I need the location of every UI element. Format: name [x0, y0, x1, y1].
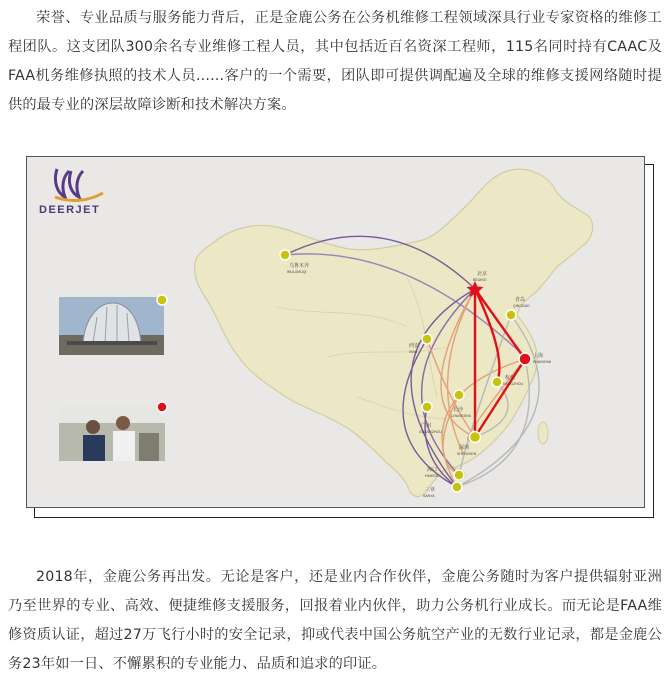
svg-text:海口: 海口: [427, 467, 438, 473]
svg-text:上海: 上海: [533, 353, 544, 359]
svg-text:HANGZHOU: HANGZHOU: [503, 382, 524, 386]
closing-text: 2018年，金鹿公务再出发。无论是客户，还是业内合作伙伴，金鹿公务随时为客户提供辐射亚洲乃至世界的专业、高效、便捷维修支援服务，回报着业内伙伴，助力公务机行业成长。而无论是FAA维修资质认证，超过27万飞行小时的安全记录，抑或代表中国公务航空产业的无数行业记录，都是金鹿公务23年如一日、不懈累积的专业能力、品质和追求的印证。: [8, 569, 662, 672]
svg-text:BEIJING: BEIJING: [473, 278, 487, 282]
svg-text:广州: 广州: [421, 423, 432, 429]
svg-text:三亚: 三亚: [425, 487, 436, 493]
svg-text:HAIKOU: HAIKOU: [425, 474, 439, 478]
svg-text:西安: 西安: [409, 343, 420, 349]
closing-paragraph: [8, 563, 662, 679]
svg-text:WULUMUQI: WULUMUQI: [287, 270, 307, 274]
svg-text:GUANGZHOU: GUANGZHOU: [419, 430, 442, 434]
hangar-photo: [59, 297, 164, 355]
technicians-photo: [59, 405, 165, 461]
service-network-map: [26, 156, 645, 508]
svg-text:北京: 北京: [477, 271, 488, 277]
logo-text: DEERJET: [39, 204, 101, 216]
svg-text:XIAN: XIAN: [409, 350, 418, 354]
svg-text:CHANGSHA: CHANGSHA: [451, 414, 471, 418]
hangar-marker: [157, 295, 167, 305]
city-label-wulumuqi: 乌鲁木齐: [289, 263, 310, 269]
svg-text:SANYA: SANYA: [423, 494, 435, 498]
svg-text:长沙: 长沙: [453, 407, 464, 413]
technicians-marker: [157, 402, 167, 412]
svg-text:SHENZHEN: SHENZHEN: [457, 452, 477, 456]
svg-text:SHANGHAI: SHANGHAI: [533, 360, 552, 364]
svg-text:杭州: 杭州: [505, 375, 516, 381]
svg-text:QINGDAO: QINGDAO: [513, 304, 530, 308]
svg-text:青岛: 青岛: [515, 297, 526, 303]
svg-text:深圳: 深圳: [459, 445, 470, 451]
intro-paragraph: [8, 4, 662, 120]
intro-text: 荣誉、专业品质与服务能力背后，正是金鹿公务在公务机维修工程领域深具行业专家资格的维修工程团队。这支团队300余名专业维修工程人员，其中包括近百名资深工程师，115名同时持有CAAC及FAA机务维修执照的技术人员......客户的一个需要，团队即可提供调配遍及全球的维修支援网络随时提供的最专业的深层故障诊断和技术解决方案。: [8, 10, 662, 113]
